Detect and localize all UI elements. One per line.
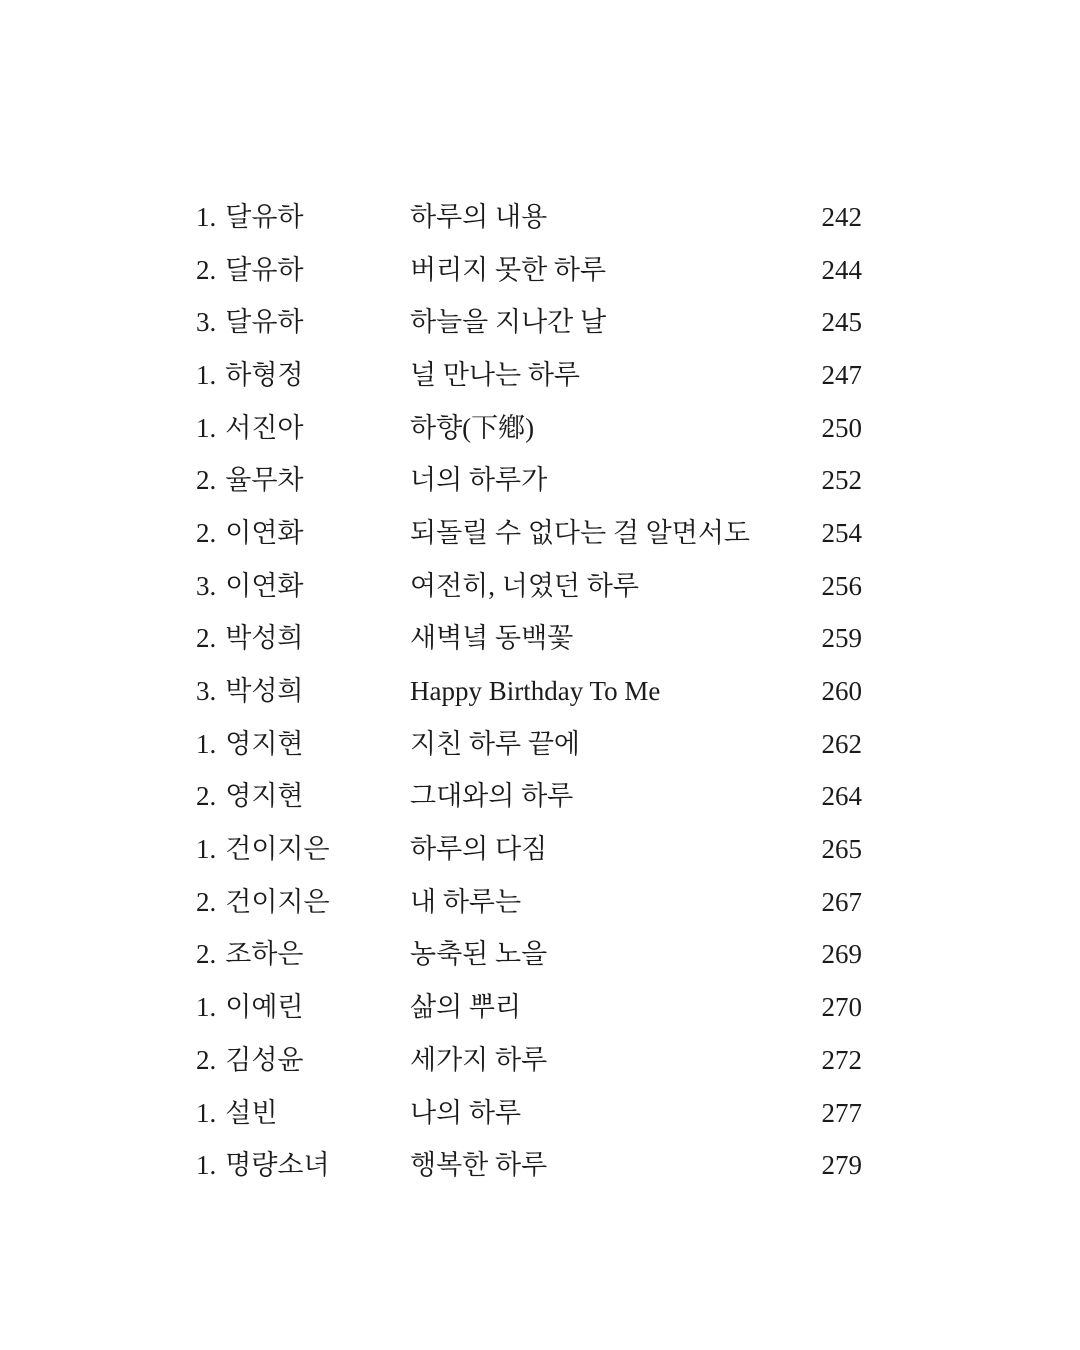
entry-author: 이예린: [225, 992, 304, 1023]
entry-title: 그대와의 하루: [410, 781, 574, 812]
entry-title: 너의 하루가: [410, 465, 548, 496]
toc-row: [196, 560, 862, 613]
entry-page-number: 256: [821, 570, 862, 601]
entry-page-number: 265: [821, 834, 862, 865]
entry-title: 여전히, 너였던 하루: [410, 570, 639, 601]
entry-number: 2.: [196, 254, 217, 285]
entry-page-number: 279: [821, 1150, 862, 1181]
entry-title: 하루의 다짐: [410, 834, 548, 865]
entry-author: 하형정: [225, 359, 304, 390]
toc-row: [196, 613, 862, 666]
entry-author-cell: [196, 467, 410, 494]
entry-author: 조하은: [225, 939, 304, 970]
entry-title: 세가지 하루: [410, 1044, 548, 1075]
entry-author-cell: [196, 570, 410, 601]
toc-row: [196, 1087, 862, 1140]
entry-author-cell: [196, 254, 410, 285]
entry-number: 1.: [196, 1097, 217, 1128]
entry-page-number: 245: [821, 307, 862, 338]
entry-page-number: 250: [821, 412, 862, 443]
entry-page-number: 260: [821, 676, 862, 707]
entry-author: 달유하: [225, 307, 304, 338]
entry-page-number: 244: [821, 254, 862, 285]
entry-author-cell: [196, 941, 410, 968]
entry-author: 이연화: [225, 517, 304, 548]
entry-author: 건이지은: [225, 886, 330, 917]
entry-author-cell: [196, 201, 410, 232]
entry-title: 삶의 뿌리: [410, 992, 522, 1023]
toc-row: [196, 296, 862, 349]
entry-number: 1.: [196, 992, 217, 1023]
entry-title: 행복한 하루: [410, 1150, 548, 1181]
toc-row: [196, 718, 862, 771]
entry-author: 이연화: [225, 570, 304, 601]
entry-page-number: 254: [821, 517, 862, 548]
toc-row: [196, 876, 862, 929]
entry-page-number: 259: [821, 623, 862, 654]
toc-row: [196, 929, 862, 982]
entry-author-cell: [196, 1152, 410, 1179]
entry-page-number: 269: [821, 939, 862, 970]
toc-row: [196, 191, 862, 244]
entry-number: 2.: [196, 781, 217, 812]
entry-title: 지친 하루 끝에: [410, 728, 580, 759]
entry-page-number: 270: [821, 992, 862, 1023]
entry-author-cell: [196, 994, 410, 1021]
entry-page-number: 272: [821, 1044, 862, 1075]
toc-row: [196, 1034, 862, 1087]
entry-author: 서진아: [225, 412, 304, 443]
entry-author-cell: [196, 359, 410, 390]
entry-title: 나의 하루: [410, 1097, 522, 1128]
toc-row: [196, 981, 862, 1034]
entry-author: 설빈: [225, 1097, 278, 1128]
entry-author-cell: [196, 517, 410, 548]
toc-row: [196, 771, 862, 824]
entry-author: 달유하: [225, 201, 304, 232]
entry-author-cell: [196, 1097, 410, 1128]
entry-author: 달유하: [225, 254, 304, 285]
entry-title: 되돌릴 수 없다는 걸 알면서도: [410, 517, 750, 548]
toc-list: [196, 191, 862, 1192]
entry-number: 2.: [196, 517, 217, 548]
entry-number: 2.: [196, 939, 217, 970]
toc-row: [196, 349, 862, 402]
entry-author-cell: [196, 783, 410, 810]
entry-number: 1.: [196, 201, 217, 232]
entry-page-number: 247: [821, 359, 862, 390]
entry-title: 새벽녘 동백꽃: [410, 623, 574, 654]
entry-author-cell: [196, 836, 410, 863]
entry-title: 하향(下鄕): [410, 412, 535, 443]
entry-title: 버리지 못한 하루: [410, 254, 607, 285]
entry-page-number: 264: [821, 781, 862, 812]
entry-title: 농축된 노을: [410, 939, 548, 970]
entry-number: 1.: [196, 412, 217, 443]
entry-page-number: 262: [821, 728, 862, 759]
toc-row: [196, 244, 862, 297]
entry-author: 김성윤: [225, 1044, 304, 1075]
entry-author-cell: [196, 309, 410, 336]
toc-row: [196, 823, 862, 876]
entry-author: 영지현: [225, 728, 304, 759]
entry-number: 3.: [196, 570, 217, 601]
toc-row: [196, 507, 862, 560]
entry-number: 3.: [196, 676, 217, 707]
entry-page-number: 252: [821, 465, 862, 496]
entry-number: 3.: [196, 307, 217, 338]
entry-page-number: 267: [821, 886, 862, 917]
entry-number: 2.: [196, 886, 217, 917]
entry-title: 하늘을 지나간 날: [410, 307, 607, 338]
entry-author-cell: [196, 728, 410, 759]
entry-author-cell: [196, 886, 410, 917]
entry-author: 명량소녀: [225, 1150, 330, 1181]
entry-number: 1.: [196, 359, 217, 390]
entry-number: 2.: [196, 465, 217, 496]
entry-number: 1.: [196, 728, 217, 759]
entry-author: 박성희: [225, 623, 304, 654]
entry-author-cell: [196, 412, 410, 443]
entry-page-number: 277: [821, 1097, 862, 1128]
entry-title: Happy Birthday To Me: [410, 676, 661, 707]
toc-row: [196, 454, 862, 507]
entry-author-cell: [196, 625, 410, 652]
entry-author: 율무차: [225, 465, 304, 496]
entry-number: 1.: [196, 1150, 217, 1181]
entry-author-cell: [196, 678, 410, 705]
entry-number: 2.: [196, 1044, 217, 1075]
toc-row: [196, 1139, 862, 1192]
entry-title: 널 만나는 하루: [410, 359, 580, 390]
entry-author: 영지현: [225, 781, 304, 812]
entry-number: 1.: [196, 834, 217, 865]
toc-row: [196, 665, 862, 718]
entry-author: 박성희: [225, 676, 304, 707]
entry-number: 2.: [196, 623, 217, 654]
toc-row: [196, 402, 862, 455]
entry-title: 내 하루는: [410, 886, 522, 917]
entry-author-cell: [196, 1044, 410, 1075]
entry-author: 건이지은: [225, 834, 330, 865]
entry-page-number: 242: [821, 201, 862, 232]
entry-title: 하루의 내용: [410, 201, 548, 232]
